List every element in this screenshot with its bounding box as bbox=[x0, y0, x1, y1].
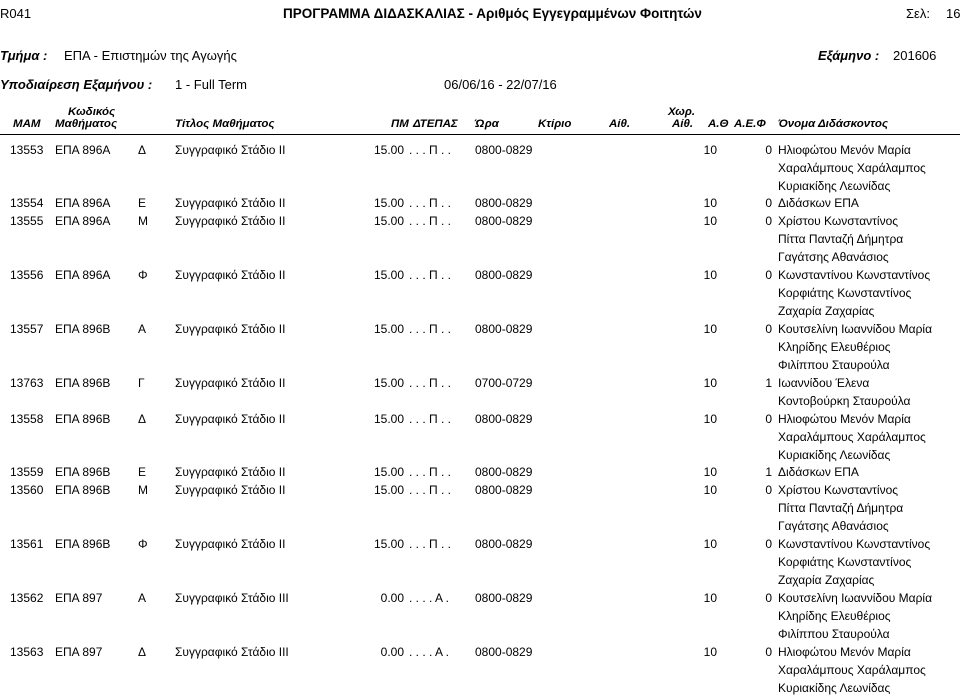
cell-aef: 0 bbox=[765, 196, 772, 210]
col-aef: Α.Ε.Φ bbox=[734, 118, 766, 130]
cell-instructor: Ηλιοφώτου Μενόν Μαρία bbox=[778, 412, 911, 426]
cell-sec: Δ bbox=[138, 412, 147, 426]
cell-instructor: Χρίστου Κωνσταντίνος bbox=[778, 214, 899, 228]
cell-instructor: Κουτσελίνη Ιωαννίδου Μαρία bbox=[778, 322, 933, 336]
cell-mam: 13555 bbox=[10, 214, 44, 228]
cell-mam: 13563 bbox=[10, 645, 44, 659]
cell-instructor: Ιωαννίδου Έλενα bbox=[778, 376, 870, 390]
cell-pm: 15.00 bbox=[373, 196, 404, 210]
cell-days: . . . Π . . bbox=[409, 412, 452, 426]
cell-sec: Φ bbox=[138, 537, 148, 551]
cell-mam: 13557 bbox=[10, 322, 44, 336]
cell-title: Συγγραφικό Στάδιο ΙΙ bbox=[175, 376, 286, 390]
cell-code: ΕΠΑ 896Β bbox=[55, 322, 111, 336]
cell-title: Συγγραφικό Στάδιο ΙΙ bbox=[175, 412, 286, 426]
cell-code: ΕΠΑ 897 bbox=[55, 591, 103, 605]
cell-ath: 10 bbox=[703, 196, 717, 210]
cell-days: . . . Π . . bbox=[409, 483, 452, 497]
cell-mam: 13763 bbox=[10, 376, 44, 390]
cell-aef: 0 bbox=[765, 412, 772, 426]
cell-days: . . . Π . . bbox=[409, 537, 452, 551]
cell-aef: 0 bbox=[765, 483, 772, 497]
page-number: 16 bbox=[946, 6, 960, 21]
cell-title: Συγγραφικό Στάδιο ΙΙ bbox=[175, 465, 286, 479]
cell-time: 0800-0829 bbox=[475, 645, 533, 659]
col-tepas: ΔΤΕΠΑΣ bbox=[413, 118, 458, 130]
cell-sec: Μ bbox=[138, 214, 148, 228]
cell-instructor: Κωνσταντίνου Κωνσταντίνος bbox=[778, 268, 931, 282]
cell-sec: Δ bbox=[138, 645, 147, 659]
cell-code: ΕΠΑ 896Α bbox=[55, 196, 111, 210]
cell-aef: 0 bbox=[765, 537, 772, 551]
cell-time: 0800-0829 bbox=[475, 412, 533, 426]
cell-days: . . . . Α . bbox=[409, 645, 450, 659]
page-label: Σελ: bbox=[906, 6, 930, 21]
cell-instructor: Πίττα Πανταζή Δήμητρα bbox=[778, 232, 904, 246]
cell-aef: 0 bbox=[765, 214, 772, 228]
cell-instructor: Γαγάτσης Αθανάσιος bbox=[778, 519, 889, 533]
cell-title: Συγγραφικό Στάδιο ΙΙ bbox=[175, 322, 286, 336]
col-code-top: Κωδικός bbox=[68, 106, 116, 118]
col-pm: ΠΜ bbox=[391, 118, 409, 130]
cell-aef: 0 bbox=[765, 645, 772, 659]
department-label: Τμήμα : bbox=[0, 48, 48, 63]
cell-instructor: Γαγάτσης Αθανάσιος bbox=[778, 250, 889, 264]
cell-ath: 10 bbox=[703, 143, 717, 157]
cell-instructor: Κοντοβούρκη Σταυρούλα bbox=[778, 394, 911, 408]
cell-aef: 0 bbox=[765, 322, 772, 336]
cell-sec: Μ bbox=[138, 483, 148, 497]
cell-code: ΕΠΑ 897 bbox=[55, 645, 103, 659]
cell-time: 0800-0829 bbox=[475, 537, 533, 551]
subdivision-value: 1 - Full Term bbox=[175, 77, 247, 92]
cell-instructor: Κορφιάτης Κωνσταντίνος bbox=[778, 555, 912, 569]
cell-aef: 0 bbox=[765, 143, 772, 157]
cell-pm: 15.00 bbox=[373, 214, 404, 228]
cell-ath: 10 bbox=[703, 268, 717, 282]
cell-days: . . . . Α . bbox=[409, 591, 450, 605]
cell-sec: Γ bbox=[138, 376, 145, 390]
cell-ath: 10 bbox=[703, 591, 717, 605]
semester-value: 201606 bbox=[893, 48, 937, 63]
cell-instructor: Πίττα Πανταζή Δήμητρα bbox=[778, 501, 904, 515]
cell-code: ΕΠΑ 896Β bbox=[55, 412, 111, 426]
report-title: ΠΡΟΓΡΑΜΜΑ ΔΙΔΑΣΚΑΛΙΑΣ - Αριθμός Εγγεγραμμένων Φοιτητών bbox=[283, 6, 702, 21]
cell-sec: Φ bbox=[138, 268, 148, 282]
cell-code: ΕΠΑ 896Α bbox=[55, 143, 111, 157]
cell-days: . . . Π . . bbox=[409, 196, 452, 210]
col-room: Αίθ. bbox=[609, 118, 631, 130]
department-value: ΕΠΑ - Επιστημών της Αγωγής bbox=[64, 48, 237, 63]
cell-instructor: Χρίστου Κωνσταντίνος bbox=[778, 483, 899, 497]
header-divider bbox=[0, 134, 960, 135]
cell-pm: 15.00 bbox=[373, 376, 404, 390]
cell-ath: 10 bbox=[703, 483, 717, 497]
cell-aef: 0 bbox=[765, 268, 772, 282]
cell-title: Συγγραφικό Στάδιο ΙΙ bbox=[175, 537, 286, 551]
subdivision-label: Υποδιαίρεση Εξαμήνου : bbox=[0, 77, 153, 92]
cell-instructor: Κυριακίδης Λεωνίδας bbox=[778, 681, 891, 695]
cell-instructor: Φιλίππου Σταυρούλα bbox=[778, 358, 890, 372]
cell-days: . . . Π . . bbox=[409, 214, 452, 228]
cell-sec: Ε bbox=[138, 196, 147, 210]
semester-label: Εξάμηνο : bbox=[818, 48, 880, 63]
cell-days: . . . Π . . bbox=[409, 268, 452, 282]
cell-time: 0800-0829 bbox=[475, 268, 533, 282]
cell-ath: 10 bbox=[703, 645, 717, 659]
cell-instructor: Κορφιάτης Κωνσταντίνος bbox=[778, 286, 912, 300]
cell-instructor: Χαραλάμπους Χαράλαμπος bbox=[778, 430, 926, 444]
cell-instructor: Ζαχαρία Ζαχαρίας bbox=[778, 573, 875, 587]
col-ath: Α.Θ bbox=[708, 118, 729, 130]
cell-title: Συγγραφικό Στάδιο ΙΙ bbox=[175, 214, 286, 228]
col-code-bottom: Μαθήματος bbox=[55, 118, 118, 130]
cell-sec: Ε bbox=[138, 465, 147, 479]
cell-title: Συγγραφικό Στάδιο ΙΙ bbox=[175, 143, 286, 157]
cell-pm: 15.00 bbox=[373, 465, 404, 479]
col-capacity-bottom: Αίθ. bbox=[672, 118, 694, 130]
report-code: R041 bbox=[0, 6, 32, 21]
col-capacity-top: Χωρ. bbox=[668, 106, 696, 118]
cell-pm: 15.00 bbox=[373, 483, 404, 497]
cell-ath: 10 bbox=[703, 376, 717, 390]
col-title: Τίτλος Μαθήματος bbox=[175, 118, 275, 130]
cell-code: ΕΠΑ 896Α bbox=[55, 214, 111, 228]
cell-ath: 10 bbox=[703, 537, 717, 551]
cell-sec: Α bbox=[138, 591, 147, 605]
cell-code: ΕΠΑ 896Β bbox=[55, 465, 111, 479]
cell-instructor: Κληρίδης Ελευθέριος bbox=[778, 340, 891, 354]
cell-title: Συγγραφικό Στάδιο ΙΙΙ bbox=[175, 645, 289, 659]
cell-days: . . . Π . . bbox=[409, 143, 452, 157]
cell-instructor: Χαραλάμπους Χαράλαμπος bbox=[778, 161, 926, 175]
cell-aef: 1 bbox=[765, 376, 772, 390]
cell-pm: 0.00 bbox=[380, 645, 404, 659]
cell-instructor: Κουτσελίνη Ιωαννίδου Μαρία bbox=[778, 591, 933, 605]
cell-code: ΕΠΑ 896Α bbox=[55, 268, 111, 282]
cell-pm: 15.00 bbox=[373, 537, 404, 551]
cell-pm: 15.00 bbox=[373, 143, 404, 157]
cell-days: . . . Π . . bbox=[409, 376, 452, 390]
cell-time: 0800-0829 bbox=[475, 591, 533, 605]
col-instructor: Όνομα Διδάσκοντος bbox=[778, 118, 888, 130]
cell-pm: 15.00 bbox=[373, 322, 404, 336]
cell-time: 0800-0829 bbox=[475, 143, 533, 157]
cell-time: 0800-0829 bbox=[475, 196, 533, 210]
cell-mam: 13559 bbox=[10, 465, 44, 479]
cell-time: 0800-0829 bbox=[475, 214, 533, 228]
cell-title: Συγγραφικό Στάδιο ΙΙ bbox=[175, 268, 286, 282]
cell-days: . . . Π . . bbox=[409, 465, 452, 479]
cell-mam: 13553 bbox=[10, 143, 44, 157]
cell-instructor: Κωνσταντίνου Κωνσταντίνος bbox=[778, 537, 931, 551]
col-time: Ώρα bbox=[475, 118, 499, 130]
cell-aef: 1 bbox=[765, 465, 772, 479]
cell-ath: 10 bbox=[703, 465, 717, 479]
cell-instructor: Διδάσκων ΕΠΑ bbox=[778, 196, 859, 210]
cell-title: Συγγραφικό Στάδιο ΙΙ bbox=[175, 196, 286, 210]
cell-pm: 15.00 bbox=[373, 412, 404, 426]
cell-mam: 13558 bbox=[10, 412, 44, 426]
cell-instructor: Κυριακίδης Λεωνίδας bbox=[778, 448, 891, 462]
cell-instructor: Χαραλάμπους Χαράλαμπος bbox=[778, 663, 926, 677]
cell-title: Συγγραφικό Στάδιο ΙΙΙ bbox=[175, 591, 289, 605]
cell-instructor: Ηλιοφώτου Μενόν Μαρία bbox=[778, 645, 911, 659]
date-range: 06/06/16 - 22/07/16 bbox=[444, 77, 557, 92]
cell-aef: 0 bbox=[765, 591, 772, 605]
cell-pm: 15.00 bbox=[373, 268, 404, 282]
col-mam: ΜΑΜ bbox=[13, 118, 41, 130]
cell-time: 0800-0829 bbox=[475, 322, 533, 336]
cell-ath: 10 bbox=[703, 412, 717, 426]
cell-time: 0700-0729 bbox=[475, 376, 533, 390]
cell-instructor: Φιλίππου Σταυρούλα bbox=[778, 627, 890, 641]
cell-sec: Δ bbox=[138, 143, 147, 157]
cell-instructor: Ηλιοφώτου Μενόν Μαρία bbox=[778, 143, 911, 157]
col-building: Κτίριο bbox=[538, 118, 572, 130]
cell-instructor: Κληρίδης Ελευθέριος bbox=[778, 609, 891, 623]
cell-time: 0800-0829 bbox=[475, 483, 533, 497]
cell-instructor: Κυριακίδης Λεωνίδας bbox=[778, 179, 891, 193]
cell-time: 0800-0829 bbox=[475, 465, 533, 479]
cell-pm: 0.00 bbox=[380, 591, 404, 605]
cell-instructor: Διδάσκων ΕΠΑ bbox=[778, 465, 859, 479]
cell-mam: 13560 bbox=[10, 483, 44, 497]
cell-code: ΕΠΑ 896Β bbox=[55, 376, 111, 390]
cell-mam: 13562 bbox=[10, 591, 44, 605]
cell-mam: 13556 bbox=[10, 268, 44, 282]
cell-instructor: Ζαχαρία Ζαχαρίας bbox=[778, 304, 875, 318]
cell-ath: 10 bbox=[703, 322, 717, 336]
cell-ath: 10 bbox=[703, 214, 717, 228]
cell-days: . . . Π . . bbox=[409, 322, 452, 336]
cell-code: ΕΠΑ 896Β bbox=[55, 537, 111, 551]
cell-mam: 13554 bbox=[10, 196, 44, 210]
cell-code: ΕΠΑ 896Β bbox=[55, 483, 111, 497]
cell-sec: Α bbox=[138, 322, 147, 336]
cell-mam: 13561 bbox=[10, 537, 44, 551]
cell-title: Συγγραφικό Στάδιο ΙΙ bbox=[175, 483, 286, 497]
